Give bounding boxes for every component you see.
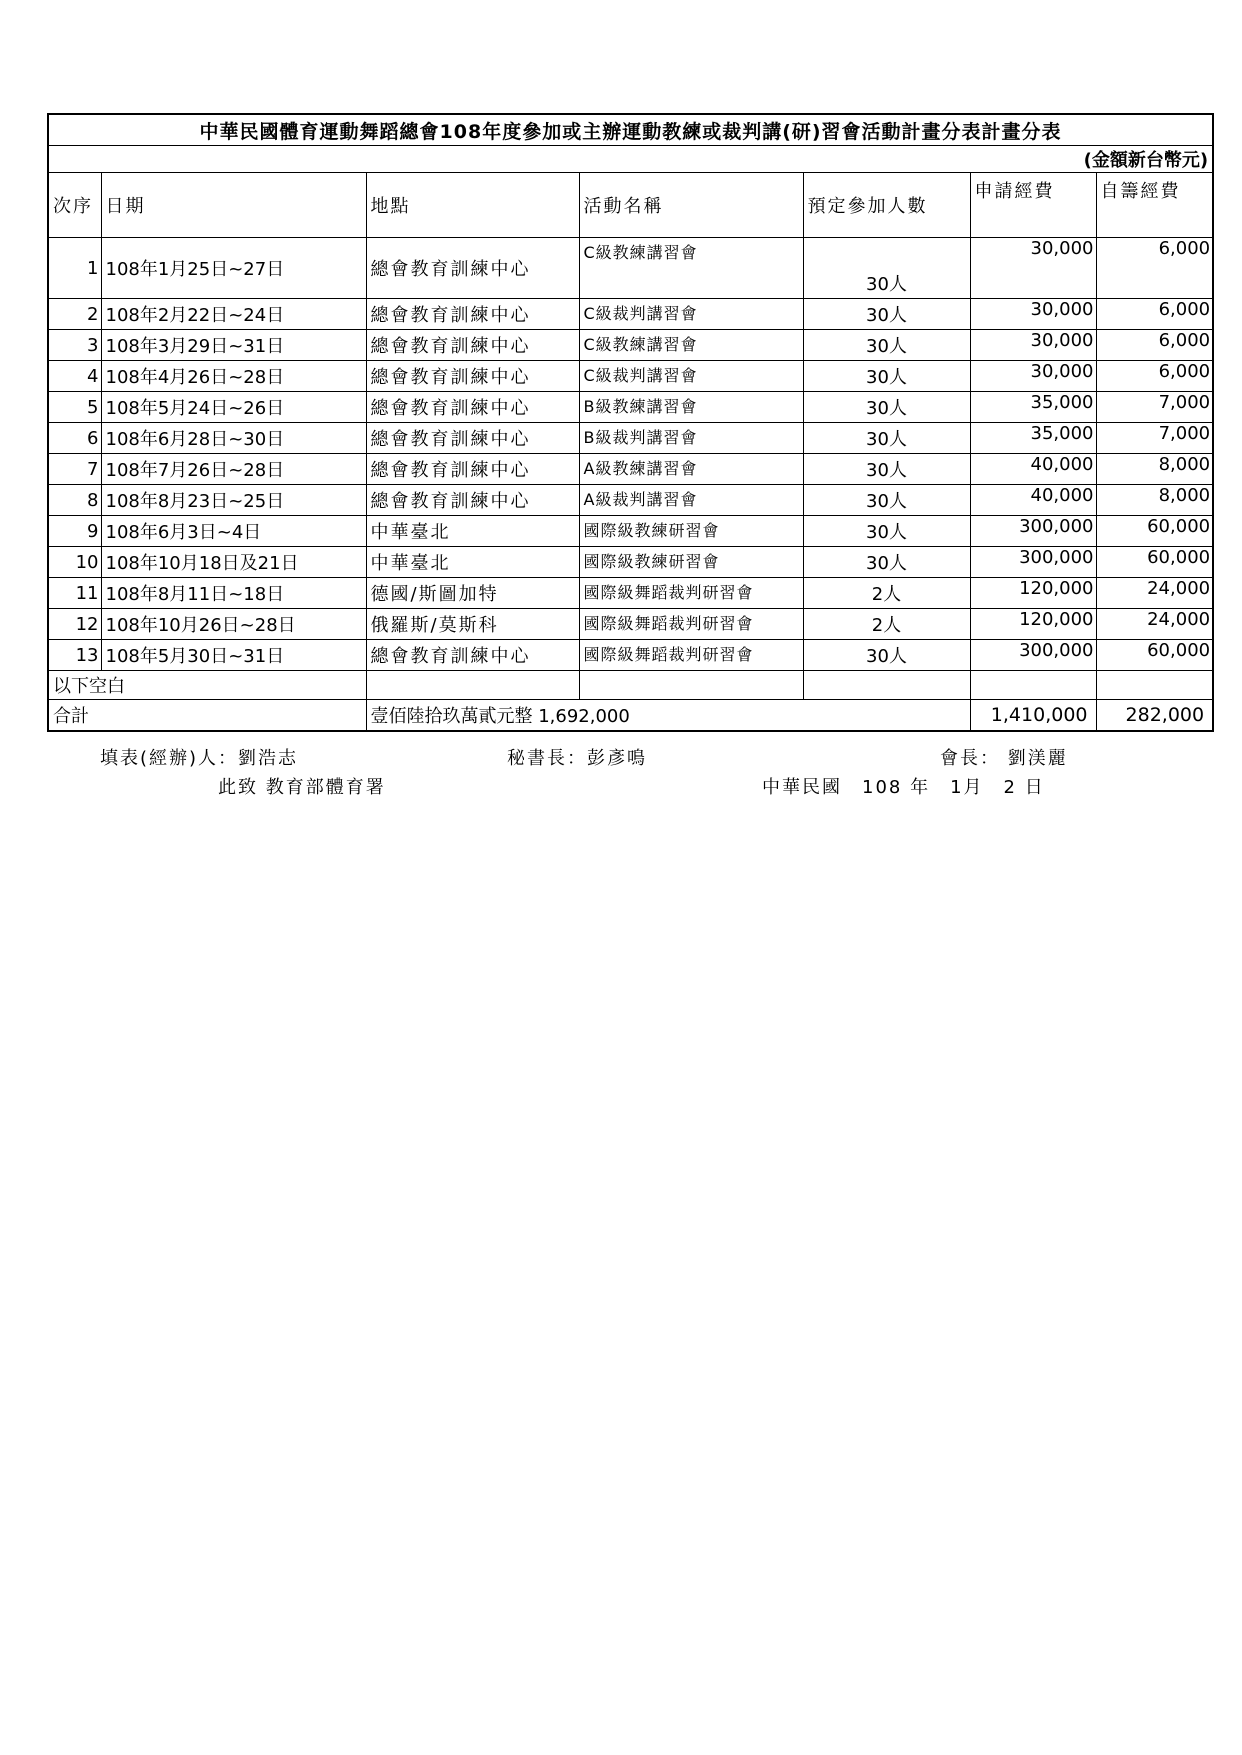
blank-cell	[803, 671, 970, 700]
table-row	[48, 516, 1213, 547]
row-location: 總會教育訓練中心	[366, 330, 579, 361]
row-participants: 30人	[803, 454, 970, 485]
row-date: 108年5月24日~26日	[101, 392, 366, 423]
row-seq: 7	[48, 454, 101, 485]
row-date: 108年5月30日~31日	[101, 640, 366, 671]
row-date: 108年8月11日~18日	[101, 578, 366, 609]
table-row	[48, 578, 1213, 609]
total-row	[48, 700, 1213, 732]
row-requested: 120,000	[970, 578, 1096, 609]
blank-cell	[970, 671, 1096, 700]
row-activity: 國際級舞蹈裁判研習會	[579, 578, 803, 609]
row-participants: 30人	[803, 238, 970, 299]
total-in-words: 壹佰陸拾玖萬貳元整 1,692,000	[366, 700, 970, 732]
row-activity: C級裁判講習會	[579, 299, 803, 330]
row-date: 108年8月23日~25日	[101, 485, 366, 516]
row-requested: 120,000	[970, 609, 1096, 640]
blank-label: 以下空白	[48, 671, 366, 700]
row-participants: 2人	[803, 609, 970, 640]
row-self-funded: 24,000	[1096, 609, 1213, 640]
row-participants: 30人	[803, 640, 970, 671]
table-row	[48, 392, 1213, 423]
header-row	[48, 173, 1213, 238]
table-row	[48, 609, 1213, 640]
row-seq: 10	[48, 547, 101, 578]
row-self-funded: 60,000	[1096, 516, 1213, 547]
row-self-funded: 7,000	[1096, 392, 1213, 423]
row-requested: 35,000	[970, 392, 1096, 423]
row-requested: 300,000	[970, 547, 1096, 578]
total-self-funded: 282,000	[1096, 700, 1213, 732]
row-seq: 5	[48, 392, 101, 423]
row-date: 108年3月29日~31日	[101, 330, 366, 361]
row-date: 108年4月26日~28日	[101, 361, 366, 392]
row-participants: 30人	[803, 485, 970, 516]
row-self-funded: 6,000	[1096, 299, 1213, 330]
row-seq: 13	[48, 640, 101, 671]
row-date: 108年10月26日~28日	[101, 609, 366, 640]
row-location: 中華臺北	[366, 547, 579, 578]
row-activity: C級裁判講習會	[579, 361, 803, 392]
document-date: 中華民國 108 年 1月 2 日	[762, 777, 1045, 798]
row-date: 108年6月28日~30日	[101, 423, 366, 454]
table-row	[48, 238, 1213, 299]
row-location: 總會教育訓練中心	[366, 361, 579, 392]
header-seq: 次序	[48, 173, 101, 238]
row-self-funded: 7,000	[1096, 423, 1213, 454]
row-location: 俄羅斯/莫斯科	[366, 609, 579, 640]
row-self-funded: 24,000	[1096, 578, 1213, 609]
table-title: 中華民國體育運動舞蹈總會108年度參加或主辦運動教練或裁判講(研)習會活動計畫分表計畫分表	[48, 114, 1213, 146]
row-date: 108年6月3日~4日	[101, 516, 366, 547]
row-activity: A級教練講習會	[579, 454, 803, 485]
blank-cell	[579, 671, 803, 700]
row-seq: 11	[48, 578, 101, 609]
row-date: 108年7月26日~28日	[101, 454, 366, 485]
row-requested: 40,000	[970, 454, 1096, 485]
table-row	[48, 547, 1213, 578]
president-signature: 會長： 劉渼麗	[940, 748, 1068, 769]
header-date: 日期	[101, 173, 366, 238]
row-location: 中華臺北	[366, 516, 579, 547]
row-location: 總會教育訓練中心	[366, 392, 579, 423]
row-participants: 30人	[803, 361, 970, 392]
row-location: 總會教育訓練中心	[366, 299, 579, 330]
row-participants: 30人	[803, 330, 970, 361]
row-seq: 8	[48, 485, 101, 516]
row-requested: 30,000	[970, 330, 1096, 361]
header-requested: 申請經費	[970, 173, 1096, 238]
row-requested: 30,000	[970, 361, 1096, 392]
row-participants: 30人	[803, 299, 970, 330]
header-participants: 預定參加人數	[803, 173, 970, 238]
row-seq: 1	[48, 238, 101, 299]
row-seq: 3	[48, 330, 101, 361]
activity-plan-table	[47, 113, 1214, 732]
currency-unit-note: (金額新台幣元)	[48, 146, 1213, 173]
row-participants: 30人	[803, 392, 970, 423]
row-self-funded: 6,000	[1096, 361, 1213, 392]
row-date: 108年1月25日~27日	[101, 238, 366, 299]
total-requested: 1,410,000	[970, 700, 1096, 732]
table-row	[48, 299, 1213, 330]
row-self-funded: 8,000	[1096, 454, 1213, 485]
row-activity: C級教練講習會	[579, 330, 803, 361]
header-location: 地點	[366, 173, 579, 238]
row-requested: 300,000	[970, 516, 1096, 547]
row-requested: 300,000	[970, 640, 1096, 671]
table-row	[48, 454, 1213, 485]
header-activity: 活動名稱	[579, 173, 803, 238]
row-participants: 2人	[803, 578, 970, 609]
row-seq: 2	[48, 299, 101, 330]
blank-row	[48, 671, 1213, 700]
row-seq: 12	[48, 609, 101, 640]
row-location: 總會教育訓練中心	[366, 238, 579, 299]
table-row	[48, 330, 1213, 361]
row-activity: 國際級舞蹈裁判研習會	[579, 640, 803, 671]
row-date: 108年2月22日~24日	[101, 299, 366, 330]
row-location: 總會教育訓練中心	[366, 640, 579, 671]
row-activity: 國際級舞蹈裁判研習會	[579, 609, 803, 640]
row-seq: 4	[48, 361, 101, 392]
row-participants: 30人	[803, 547, 970, 578]
row-requested: 30,000	[970, 238, 1096, 299]
row-requested: 30,000	[970, 299, 1096, 330]
blank-cell	[1096, 671, 1213, 700]
blank-cell	[366, 671, 579, 700]
row-location: 總會教育訓練中心	[366, 485, 579, 516]
table-row	[48, 640, 1213, 671]
secretary-signature: 秘書長：彭彥鳴	[507, 748, 647, 769]
row-seq: 6	[48, 423, 101, 454]
row-activity: B級裁判講習會	[579, 423, 803, 454]
filler-signature: 填表(經辦)人：劉浩志	[100, 748, 299, 769]
recipient-line: 此致 教育部體育署	[218, 777, 386, 798]
row-activity: 國際級教練研習會	[579, 516, 803, 547]
row-location: 總會教育訓練中心	[366, 454, 579, 485]
total-label: 合計	[48, 700, 366, 732]
row-activity: A級裁判講習會	[579, 485, 803, 516]
row-self-funded: 6,000	[1096, 330, 1213, 361]
row-requested: 40,000	[970, 485, 1096, 516]
row-self-funded: 6,000	[1096, 238, 1213, 299]
row-participants: 30人	[803, 516, 970, 547]
row-participants: 30人	[803, 423, 970, 454]
row-requested: 35,000	[970, 423, 1096, 454]
table-row	[48, 485, 1213, 516]
row-location: 德國/斯圖加特	[366, 578, 579, 609]
table-row	[48, 361, 1213, 392]
row-self-funded: 60,000	[1096, 547, 1213, 578]
row-seq: 9	[48, 516, 101, 547]
row-activity: 國際級教練研習會	[579, 547, 803, 578]
table-row	[48, 423, 1213, 454]
row-activity: C級教練講習會	[579, 238, 803, 299]
row-activity: B級教練講習會	[579, 392, 803, 423]
header-self-funded: 自籌經費	[1096, 173, 1213, 238]
row-self-funded: 60,000	[1096, 640, 1213, 671]
row-self-funded: 8,000	[1096, 485, 1213, 516]
row-date: 108年10月18日及21日	[101, 547, 366, 578]
row-location: 總會教育訓練中心	[366, 423, 579, 454]
